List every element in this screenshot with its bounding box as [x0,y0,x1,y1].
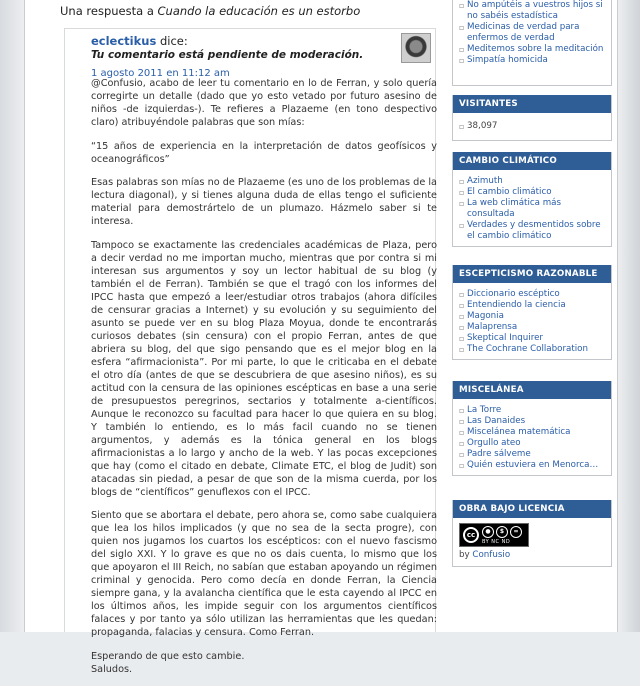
link-item[interactable]: ▫ El cambio climático [459,187,605,198]
link-item[interactable]: ▫ Orgullo ateo [459,438,605,449]
nc-icon: $ [496,526,508,538]
comment-header [91,34,435,80]
comment-paragraph: “15 años de experiencia en la interpretación de datos geofísicos y oceanográficos” [91,140,437,165]
creative-commons-badge[interactable] [459,523,529,547]
comment-paragraph: Siento que se abortara el debate, pero ahora se, como sabe cualquiera que lea los hilos implicados (y que no sea de la secta progre), con quien nos jugamos los cuartos los escépticos: con el nuevo fascismo del siglo XXI. Y lo grave es que no os dais cuenta, lo mismo que los que apoyaron el III Reich, no sabían que estaban apoyando un régimen criminal y genocida. Pero como decía en donde Ferran, la Ciencia siempre gana, y la avalancha científica que le esta cayendo al IPCC en los últimos años, les impide seguir con los argumentos científicos falaces y por tanto ya sólo utilizan las herramientas que les quedan: propaganda, falacias y censura. Como Ferran. [91,510,437,638]
link-item[interactable]: ▫ Entendiendo la ciencia [459,300,605,311]
respuesta-prefix: Una respuesta a [60,4,158,18]
comment-author-suffix: dice: [156,34,188,48]
link-item[interactable]: ▫ Malaprensa [459,322,605,333]
link-item[interactable]: ▫ Quién estuviera en Menorca… [459,460,605,471]
widget-visitantes [452,95,612,141]
link-item[interactable]: ▫ The Cochrane Collaboration [459,344,605,355]
comment-paragraph: Esas palabras son mías no de Plazaeme (es uno de los problemas de la lectura diagonal), y si tienes alguna duda de ellas tengo el suficiente material para demostrártelo de un plumazo. Házmelo saber si te interesa. [91,177,437,227]
link-item[interactable]: ▫ La Torre [459,405,605,416]
widget-cambio-climatico [452,152,612,247]
link-item[interactable]: ▫ Azimuth [459,176,605,187]
widget-escepticismo [452,265,612,360]
link-item[interactable]: ▫ Diccionario escéptico [459,289,605,300]
link-item[interactable]: ▫ Las Danaides [459,416,605,427]
respuesta-post-title[interactable]: Cuando la educación es un estorbo [157,4,361,18]
comment-date-link[interactable]: 1 agosto 2011 en 11:12 am [91,68,230,79]
recent-comment-item[interactable]: ▫ Medicinas de verdad para enfermos de verdad [459,22,605,44]
link-item[interactable]: ▫ Skeptical Inquirer [459,333,605,344]
link-item[interactable]: ▫ Padre sálveme [459,449,605,460]
comment-body [91,77,437,686]
comment-paragraph: Tampoco se exactamente las credenciales académicas de Plaza, pero a decir verdad no me importan mucho, mientras que por contra si mi interesan sus argumentos y soy un lector habitual de su blog (y también el de Ferran). También se que el tragó con los informes del IPCC hasta que empezó a leer/estudiar otros trabajos (ahora difíciles de censurar gracias a Internet) y su evolución y su seguimiento del asunto se puede ver en su blog Plaza Moyua, donde te encontrarás curiosos debates (sin censura) con el propio Ferran, antes de que abriera su blog, del que sigo pensando que es el mejor blog en la esfera “afirmacionista”. Por mi parte, lo que le criticaba en el debate el otro día (antes de que se descubriera de que asesino niños), es su actitud con la censura de las opiniones escépticas en base a una serie de presupuestos peregrinos, sectarios y totalmente a-científicos. Aunque le reconozco su facultad para hacer lo que quiera en su blog. Y también lo entiendo, es lo más facil cuando no se tienen argumentos, y además es la tónica general en los blogs afirmacionistas a lo largo y ancho de la web. Y las pocas excepciones que hay (como el citado en debate, Climate ETC, el blog de Judit) son atacadas sin piedad, a pesar de que son de la misma cuerda, por los blogs de “científicos” genuflexos con el IPCC. [91,239,437,498]
widget-miscelanea [452,381,612,476]
comment-paragraph: Esperando de que esto cambie. Saludos. [91,650,245,675]
comment [64,28,437,675]
link-item[interactable]: ▫ La web climática más consultada [459,198,605,220]
widget-recent-comments [452,0,612,86]
widget-title: MISCELÁNEA [453,381,611,399]
comment-author-line [91,34,435,48]
license-credit [453,550,611,566]
avatar [401,33,431,63]
by-icon: ● [482,526,494,538]
main-column [25,0,443,675]
widget-title: VISITANTES [453,95,611,113]
license-badge-text: BY NC ND [482,538,511,545]
license-author-link[interactable]: Confusio [472,550,511,560]
recent-comment-item[interactable]: ▫ No ampútéis a vuestros hijos si no sabéis estadística [459,0,605,22]
comment-author-link[interactable]: eclectikus [91,34,157,48]
widget-licencia [452,500,612,567]
page [24,0,618,675]
widget-title: CAMBIO CLIMÁTICO [453,152,611,170]
widget-title: ESCEPTICISMO RAZONABLE [453,265,611,283]
recent-comment-item[interactable]: ▫ Simpatía homicida [459,55,605,66]
page-shadow-right [618,0,640,632]
cc-icon: cc [463,527,479,543]
comment-paragraph: @Confusio, acabo de leer tu comentario en lo de Ferran, y solo quería corregirte un detalle (dado que yo esto vetado por futuro asesino de niños -de izquierdas-). Te refieres a Plazaeme (en tono despectivo claro) atribuyéndole palabras que son mías: [91,78,437,128]
license-by: by [459,550,473,560]
link-item[interactable]: ▫ Miscelánea matemática [459,427,605,438]
moderation-notice: Tu comentario está pendiente de moderación. [91,49,364,61]
nd-icon: = [510,526,522,538]
recent-comment-item[interactable]: ▫ Meditemos sobre la meditación [459,44,605,55]
respuesta-heading [60,4,360,18]
link-item[interactable]: ▫ Magonia [459,311,605,322]
widget-title: OBRA BAJO LICENCIA [453,500,611,518]
visitor-count: ▫ 38,097 [459,121,605,132]
page-shadow-left [0,0,24,632]
link-item[interactable]: ▫ Verdades y desmentidos sobre el cambio climático [459,220,605,242]
